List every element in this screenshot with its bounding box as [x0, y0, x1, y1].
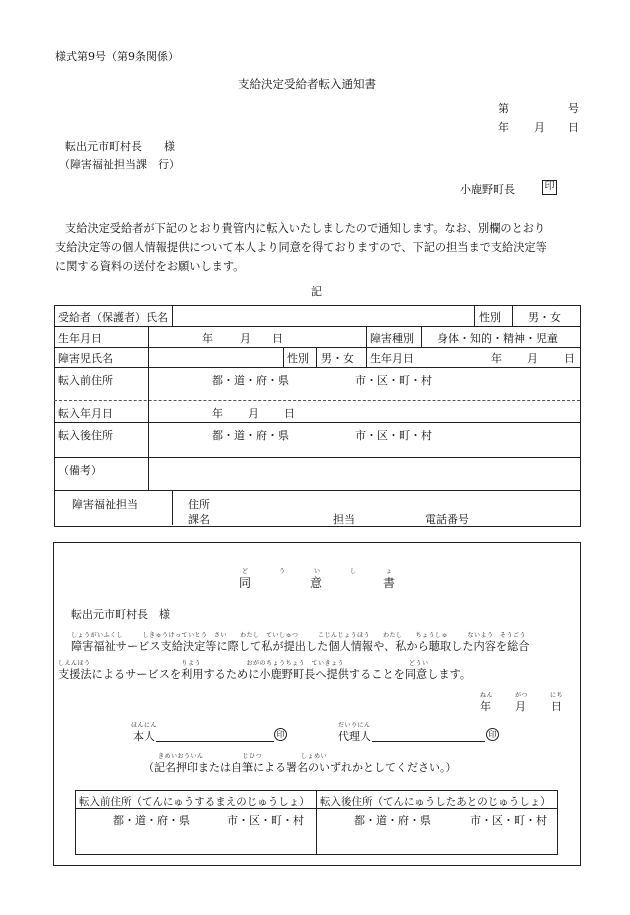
col-line [512, 305, 513, 326]
child-birthdate-label: 生年月日 [370, 352, 414, 365]
intro-line-3: に関する資料の送付をお願いします。 [55, 260, 245, 273]
col-line [172, 490, 173, 525]
contact-section-label: 課名 [188, 513, 210, 526]
recipient-name-label: 受給者（保護者）氏名 [58, 311, 168, 324]
title-furigana-4: し [350, 568, 357, 575]
principal-signature-line[interactable] [156, 741, 274, 742]
col-line [474, 305, 475, 326]
gender-label: 性別 [479, 311, 501, 324]
disability-type-options: 身体・知的・精神・児童 [437, 332, 558, 345]
birth-day: 日 [272, 332, 283, 345]
title-char-1: 同 [239, 576, 252, 590]
col-line [172, 305, 173, 326]
contact-label: 障害福祉担当 [72, 498, 138, 511]
document-title: 支給決定受給者転入通知書 [238, 77, 376, 91]
title-char-2: 意 [310, 576, 323, 590]
consent-date-furigana-month: がつ [515, 692, 529, 699]
title-furigana-5: ょ [386, 568, 393, 575]
sender: 小鹿野町長 [460, 183, 515, 196]
consent-date-furigana-year: ねん [480, 692, 494, 699]
birth-year: 年 [202, 332, 213, 345]
date-month: 月 [534, 121, 545, 134]
birthdate-label: 生年月日 [58, 332, 102, 345]
title-furigana-1: ど [242, 568, 249, 575]
consent-line2-furigana: しえんほう りよう おがのちょうちょう ていきょう どうい [58, 660, 429, 667]
new-city-options: 市・区・町・村 [355, 429, 432, 442]
title-furigana-2: う [279, 568, 286, 575]
row-line [54, 367, 580, 368]
prev-address-label: 転入前住所 [58, 374, 113, 387]
move-day: 日 [284, 407, 295, 420]
address-table-divider [316, 790, 317, 854]
child-name-label: 障害児氏名 [58, 352, 113, 365]
row-line [54, 326, 580, 327]
form-id: 様式第9号（第9条関係） [55, 50, 179, 63]
child-gender-label: 性別 [287, 352, 309, 365]
addressee-dept: （障害福祉担当課 行） [59, 158, 180, 171]
new-address-label: 転入後住所 [58, 429, 113, 442]
date-day: 日 [568, 121, 579, 134]
child-birth-day: 日 [564, 352, 575, 365]
date-year: 年 [498, 121, 509, 134]
prev-prefecture-options: 都・道・府・県 [212, 374, 289, 387]
agent-seal-mark: 印 [486, 728, 499, 741]
consent-note: （記名押印または自筆による署名のいずれかとしてください。） [143, 761, 457, 774]
principal-seal-mark: 印 [274, 728, 287, 741]
child-birth-month: 月 [527, 352, 538, 365]
agent-furigana: だいりにん [338, 722, 371, 729]
contact-person-label: 担当 [333, 513, 355, 526]
col-line [366, 326, 367, 367]
disability-type-label: 障害種別 [370, 332, 414, 345]
consent-date-year: 年 [480, 700, 491, 713]
agent-signature-line[interactable] [372, 741, 485, 742]
row-line [54, 347, 580, 348]
move-year: 年 [212, 407, 223, 420]
consent-date-day: 日 [551, 700, 562, 713]
new-address-header: 転入後住所（てんにゅうしたあとのじゅうしょ） [320, 796, 551, 808]
birth-month: 月 [240, 332, 251, 345]
row-line [54, 422, 580, 423]
move-month: 月 [248, 407, 259, 420]
title-char-3: 書 [383, 576, 396, 590]
contact-address-label: 住所 [188, 498, 210, 511]
consent-addressee: 転出元市町村長 様 [71, 608, 170, 621]
consent-prev-city-options: 市・区・町・村 [227, 814, 304, 827]
prev-address-header: 転入前住所（てんにゅうするまえのじゅうしょ） [79, 796, 310, 808]
move-date-label: 転入年月日 [58, 407, 113, 420]
row-dashed-line [54, 400, 580, 401]
consent-prev-prefecture-options: 都・道・府・県 [113, 814, 190, 827]
new-prefecture-options: 都・道・府・県 [212, 429, 289, 442]
gender-options: 男・女 [528, 311, 561, 324]
row-line [54, 490, 580, 491]
col-line [283, 347, 284, 367]
ki-heading: 記 [311, 285, 322, 298]
col-line [421, 326, 422, 347]
seal-mark: 印 [542, 180, 557, 195]
number-label-left: 第 [498, 102, 509, 115]
consent-new-city-options: 市・区・町・村 [470, 814, 547, 827]
principal-furigana: ほんにん [131, 722, 158, 729]
child-birth-year: 年 [491, 352, 502, 365]
consent-new-prefecture-options: 都・道・府・県 [354, 814, 431, 827]
note-furigana: きめいおういん じひつ しょめい [158, 753, 328, 760]
number-label-right: 号 [568, 102, 579, 115]
intro-line-2: 支給決定等の個人情報提供について本人より同意を得ておりますので、下記の担当まで支給決定等 [55, 241, 547, 254]
consent-line-2: 支援法によるサービスを利用するために小鹿野町長へ提供することを同意します。 [58, 668, 472, 681]
col-line [148, 326, 149, 490]
title-furigana-3: い [314, 568, 321, 575]
remarks-label: （備考） [58, 464, 102, 477]
row-line [54, 457, 580, 458]
consent-date-month: 月 [515, 700, 526, 713]
addressee: 転出元市町村長 様 [65, 140, 175, 153]
intro-line-1: 支給決定受給者が下記のとおり貴管内に転入いたしましたので通知します。なお、別欄のとおり [65, 222, 546, 235]
consent-date-furigana-day: にち [550, 692, 564, 699]
contact-phone-label: 電話番号 [425, 513, 469, 526]
consent-line-1: 障害福祉サービス支給決定等に際して私が提出した個人情報や、私から聴取した内容を総合 [71, 640, 530, 653]
principal-label: 本人 [133, 730, 155, 743]
prev-city-options: 市・区・町・村 [355, 374, 432, 387]
col-line [316, 347, 317, 367]
child-gender-options: 男・女 [321, 352, 354, 365]
agent-label: 代理人 [338, 730, 371, 743]
consent-line1-furigana: しょうがいふくし しきゅうけっていとう さい わたし ていしゅつ こじんじょうほう わたし ちょうしゅ ないよう そうごう [71, 632, 527, 639]
